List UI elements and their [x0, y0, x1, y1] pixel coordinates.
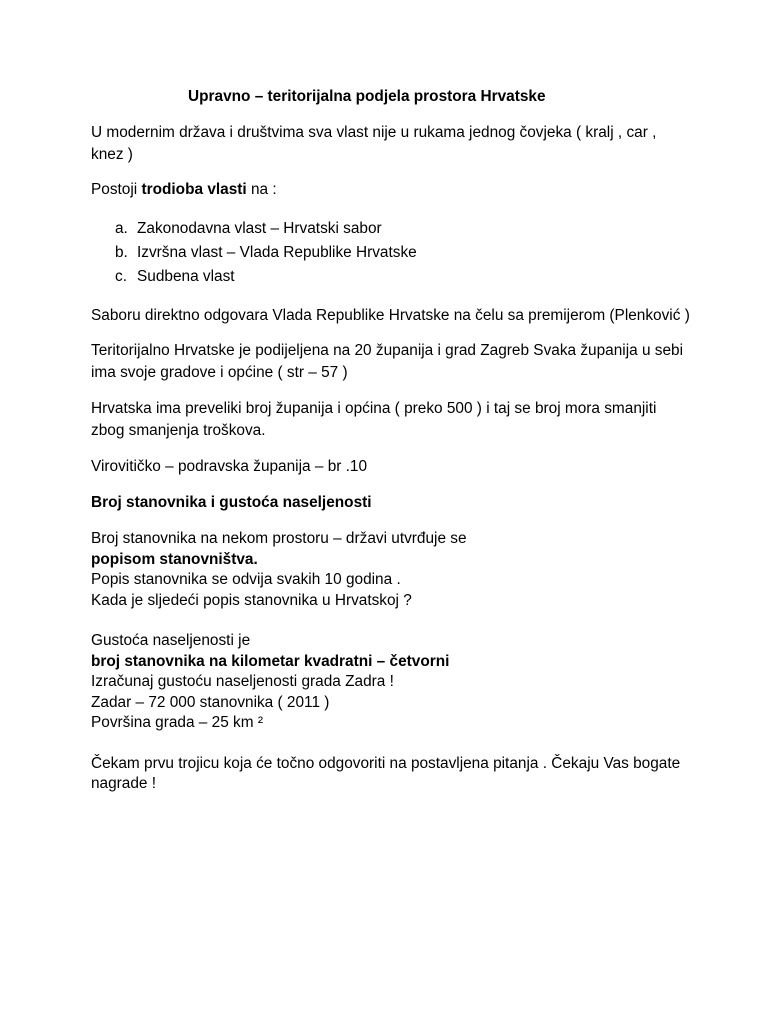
list-marker: b.: [115, 244, 128, 261]
government-paragraph: Saboru direktno odgovara Vlada Republike Hrvatske na čelu sa premijerom (Plenković ): [91, 307, 690, 324]
paragraph-text: na :: [246, 181, 277, 198]
blank-line: [91, 611, 691, 631]
census-block: [91, 529, 691, 611]
census-line: [91, 529, 691, 570]
list-marker: a.: [115, 220, 128, 237]
list-item: [115, 241, 691, 265]
branches-list: [91, 217, 691, 289]
bold-term: trodioba vlasti: [141, 181, 247, 198]
territory-paragraph: Teritorijalno Hrvatske je podijeljena na 20 županija i grad Zagreb Svaka županija u sebi ima svoje gradove i općine ( str – 57 ): [91, 342, 684, 381]
paragraph-text: Broj stanovnika na nekom prostoru – državi utvrđuje se: [91, 530, 467, 547]
list-item: [115, 265, 691, 289]
paragraph-text: Postoji: [91, 181, 142, 198]
intro-paragraph: U modernim država i društvima sva vlast nije u rukama jednog čovjeka ( kralj , car , knez ): [91, 124, 657, 163]
census-line: Popis stanovnika se odvija svakih 10 godina .: [91, 571, 401, 588]
density-task: Izračunaj gustoću naseljenosti grada Zadra !: [91, 673, 394, 690]
county-reference-paragraph: Virovitičko – podravska županija – br .10: [91, 458, 368, 475]
list-item-text: Zakonodavna vlast – Hrvatski sabor: [137, 220, 382, 237]
density-population: Zadar – 72 000 stanovnika ( 2011 ): [91, 693, 330, 711]
bold-term: popisom stanovništva.: [91, 550, 258, 568]
list-item-text: Sudbena vlast: [137, 268, 235, 285]
page-title: Upravno – teritorijalna podjela prostora Hrvatske: [188, 88, 546, 105]
closing-paragraph: Čekam prvu trojicu koja će točno odgovoriti na postavljena pitanja . Čekaju Vas bogate nagrade !: [91, 754, 681, 792]
density-line: [91, 631, 691, 672]
section-heading: Broj stanovnika i gustoća naseljenosti: [91, 494, 372, 511]
list-marker: c.: [115, 268, 127, 285]
list-item: [115, 217, 691, 241]
document-body: [91, 86, 691, 795]
list-item-text: Izvršna vlast – Vlada Republike Hrvatske: [137, 244, 417, 261]
counties-paragraph: Hrvatska ima preveliki broj županija i općina ( preko 500 ) i taj se broj mora smanjiti zbog smanjenja troškova.: [91, 400, 657, 439]
density-block: [91, 631, 691, 734]
paragraph-text: Gustoća naseljenosti je: [91, 632, 251, 649]
density-area: Površina grada – 25 km ²: [91, 714, 263, 731]
blank-line: [91, 734, 691, 754]
bold-term: broj stanovnika na kilometar kvadratni – četvorni: [91, 652, 450, 670]
separation-of-powers-paragraph: [91, 179, 691, 201]
census-question: Kada je sljedeći popis stanovnika u Hrvatskoj ?: [91, 591, 412, 609]
